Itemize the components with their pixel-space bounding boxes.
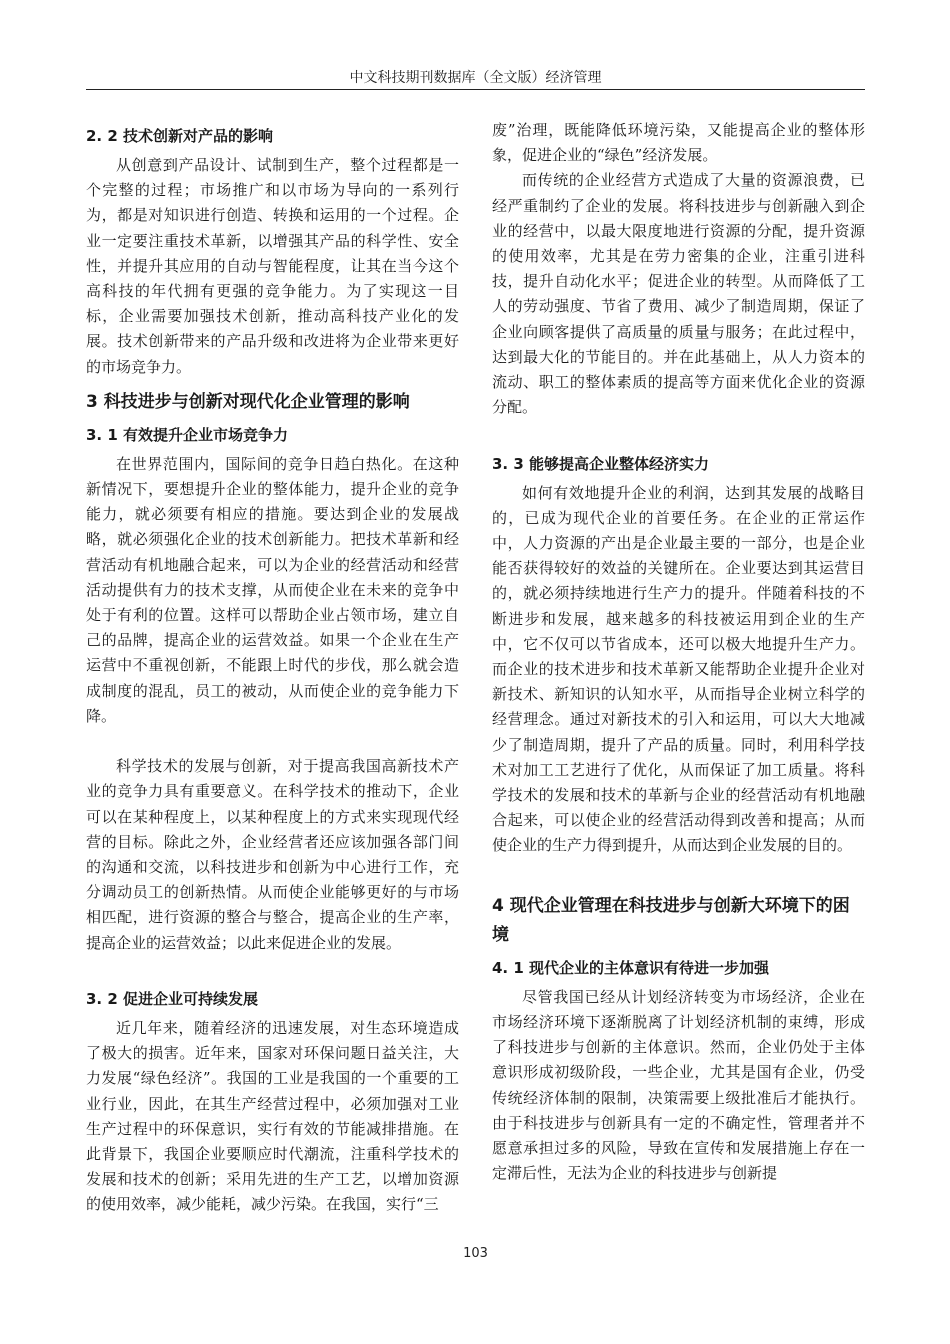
left-column — [86, 118, 459, 1243]
page-number: 103 — [463, 1246, 488, 1261]
paragraph-3-2-continued: 废”治理，既能降低环境污染，又能提高企业的整体形象，促进企业的“绿色”经济发展。 — [492, 121, 865, 165]
paragraph-3-2-2: 而传统的企业经营方式造成了大量的资源浪费，已经严重制约了企业的发展。将科技进步与创新融入到企业的经营中，以最大限度地进行资源的分配，提升资源的使用效率，尤其是在劳力密集的企业，注重引进科技，提升自动化水平；促进企业的转型。从而降低了工人的劳动强度、节省了费用、减少了制造周期，保证了企业向顾客提供了高质量的质量与服务；在此过程中，达到最大化的节能目的。并在此基础上，从人力资本的流动、职工的整体素质的提高等方面来优化企业的资源分配。 — [492, 171, 865, 417]
paragraph-4-1-1: 尽管我国已经从计划经济转变为市场经济，企业在市场经济环境下逐渐脱离了计划经济机制的束缚，形成了科技进步与创新的主体意识。然而，企业仍处于主体意识形成初级阶段，一些企业，尤其是国有企业，仍受传统经济体制的限制，决策需要上级批准后才能执行。由于科技进步与创新具有一定的不确定性，管理者并不愿意承担过多的风险，导致在宣传和发展措施上存在一定滞后性，无法为企业的科技进步与创新提 — [492, 987, 865, 1183]
heading-3-2: 3. 2 促进企业可持续发展 — [86, 989, 259, 1008]
paragraph-3-3-1: 如何有效地提升企业的利润，达到其发展的战略目的，已成为现代企业的首要任务。在企业的正常运作中，人力资源的产出是企业最主要的一部分，也是企业能否获得较好的效益的关键所在。企业要达到其运营目的，就必须持续地进行生产力的提升。伴随着科技的不断进步和发展，越来越多的科技被运用到企业的生产中，它不仅可以节省成本，还可以极大地提升生产力。而企业的技术进步和技术革新又能帮助企业提升企业对新技术、新知识的认知水平，从而指导企业树立科学的经营理念。通过对新技术的引入和运用，可以大大地减少了制造周期，提升了产品的质量。同时，利用科学技术对加工工艺进行了优化，从而保证了加工质量。将科学技术的发展和技术的革新与企业的经营活动有机地融合起来，可以使企业的经营活动得到改善和提高；从而使企业的生产力得到提升，从而达到企业发展的目的。 — [492, 483, 865, 855]
journal-header-title: 中文科技期刊数据库（全文版）经济管理 — [349, 70, 602, 86]
header-divider — [86, 89, 865, 90]
heading-4: 4 现代企业管理在科技进步与创新大环境下的困境 — [492, 895, 850, 945]
heading-3-3: 3. 3 能够提高企业整体经济实力 — [492, 454, 710, 473]
paragraph-3-1-2: 科学技术的发展与创新，对于提高我国高新技术产业的竞争力具有重要意义。在科学技术的推动下，企业可以在某种程度上，以某种程度上的方式来实现现代经营的目标。除此之外，企业经营者还应该加强各部门间的沟通和交流，以科技进步和创新为中心进行工作，充分调动员工的创新热情。从而使企业能够更好的与市场相匹配，进行资源的整合与整合，提高企业的生产率，提高企业的运营效益；以此来促进企业的发展。 — [86, 757, 459, 952]
heading-3-1: 3. 1 有效提升企业市场竞争力 — [86, 425, 289, 444]
heading-4-1: 4. 1 现代企业的主体意识有待进一步加强 — [492, 958, 770, 977]
paragraph-2-2-1: 从创意到产品设计、试制到生产，整个过程都是一个完整的过程；市场推广和以市场为导向的一系列行为，都是对知识进行创造、转换和运用的一个过程。企业一定要注重技术革新，以增强其产品的科学性、安全性，并提升其应用的自动与智能程度，让其在当今这个高科技的年代拥有更强的竞争能力。为了实现这一目标，企业需要加强技术创新，推动高科技产业化的发展。技术创新带来的产品升级和改进将为企业带来更好的市场竞争力。 — [86, 156, 459, 376]
paragraph-3-1-1: 在世界范围内，国际间的竞争日趋白热化。在这种新情况下，要想提升企业的整体能力，提升企业的竞争能力，就必须要有相应的措施。要达到企业的发展战略，就必须强化企业的技术创新能力。把技术革新和经营活动有机地融合起来，可以为企业的经营活动和经营活动提供有力的技术支撑，从而使企业在未来的竞争中处于有利的位置。这样可以帮助企业占领市场，建立自己的品牌，提高企业的运营效益。如果一个企业在生产运营中不重视创新，不能跟上时代的步伐，那么就会造成制度的混乱，员工的被动，从而使企业的竞争能力下降。 — [86, 454, 459, 725]
paragraph-3-2-1: 近几年来，随着经济的迅速发展，对生态环境造成了极大的损害。近年来，国家对环保问题日益关注，大力发展“绿色经济”。我国的工业是我国的一个重要的工业行业，因此，在其生产经营过程中，必须加强对工业生产过程中的环保意识，实行有效的节能减排措施。在此背景下，我国企业要顺应时代潮流，注重科学技术的发展和技术的创新；采用先进的生产工艺，以增加资源的使用效率，减少能耗，减少污染。在我国，实行“三 — [86, 1018, 459, 1214]
heading-2-2: 2. 2 技术创新对产品的影响 — [86, 127, 274, 145]
right-column — [492, 118, 865, 1186]
heading-3: 3 科技进步与创新对现代化企业管理的影响 — [86, 391, 410, 412]
